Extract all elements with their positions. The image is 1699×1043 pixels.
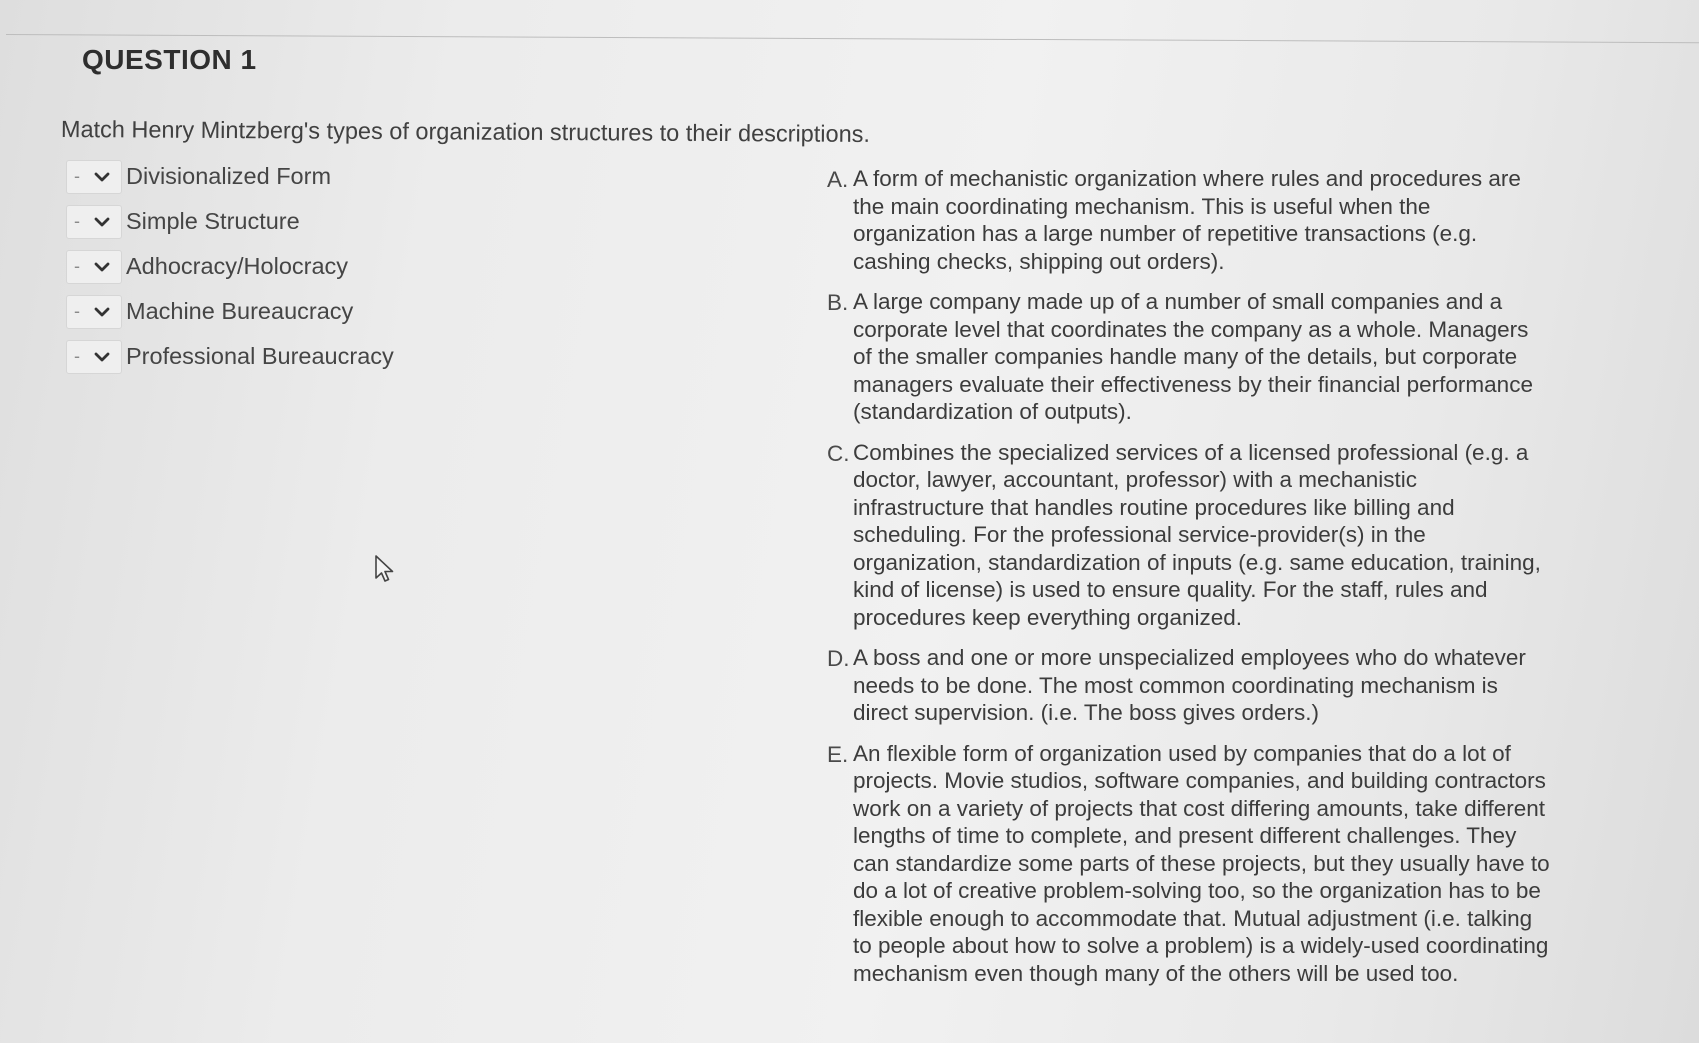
match-select[interactable] [66,160,122,194]
select-value: - [74,301,80,321]
description-letter: B. [827,290,849,315]
description-text: An flexible form of organization used by companies that do a lot of projects. Movie studios, software companies, and building contractors work on a variety of projects that cost differing amounts, take different lengths of time to complete, and present different challenges. They can standardize some parts of these projects, but they usually have to do a lot of creative problem-solving too, so the organization has to be flexible enough to accommodate that. Mutual adjustment (i.e. talking to people about how to solve a problem) is a widely-used coordinating mechanism even though many of the others will be used too. [853,740,1550,986]
description-letter: C. [827,440,850,466]
match-row-machine-bureaucracy [66,289,466,334]
match-label: Simple Structure [126,208,300,234]
match-list [66,154,466,379]
description-text: Combines the specialized services of a licensed professional (e.g. a doctor, lawyer, accountant, professor) with a mechanistic infrastructure that handles routine procedures like billing and scheduling. For the professional service-provider(s) in the organization, standardization of inputs (e.g. same education, training, kind of license) is used to ensure quality. For the staff, rules and procedures keep everything organized. [853,439,1541,630]
description-item [827,740,1557,988]
chevron-down-icon [92,257,112,277]
select-value: - [74,256,80,276]
description-letter: D. [827,646,850,671]
description-item [827,165,1557,275]
chevron-down-icon [92,302,112,322]
question-title: QUESTION 1 [82,44,257,75]
match-select[interactable] [66,295,122,329]
chevron-down-icon [92,212,112,232]
description-text: A form of mechanistic organization where rules and procedures are the main coordinating mechanism. This is useful when the organization has a large number of repetitive transactions (e.g. cashing checks, shipping out orders). [853,166,1521,274]
match-label: Divisionalized Form [126,163,332,189]
description-list [827,165,1557,1000]
match-label: Machine Bureaucracy [126,298,354,324]
description-item [827,288,1557,426]
mouse-pointer-icon [374,554,396,584]
select-value: - [74,346,80,366]
match-row-adhocracy [66,244,466,289]
select-value: - [74,166,80,186]
match-label: Adhocracy/Holocracy [126,253,349,279]
question-prompt: Match Henry Mintzberg's types of organization structures to their descriptions. [60,116,871,147]
description-letter: E. [827,741,849,767]
description-item [827,644,1557,727]
match-row-professional-bureaucracy [66,334,466,379]
match-row-divisionalized-form [66,154,466,199]
description-letter: A. [827,167,849,192]
match-select[interactable] [66,340,122,374]
select-value: - [74,211,80,231]
match-select[interactable] [66,205,122,239]
chevron-down-icon [92,167,112,187]
match-select[interactable] [66,250,122,284]
match-label: Professional Bureaucracy [126,343,394,369]
description-text: A large company made up of a number of small companies and a corporate level that coordinates the company as a whole. Managers of the smaller companies handle many of the details, but corporate managers evaluate their effectiveness by their financial performance (standardization of outputs). [853,289,1533,424]
match-row-simple-structure [66,199,466,244]
chevron-down-icon [92,347,112,367]
description-text: A boss and one or more unspecialized employees who do whatever needs to be done. The most common coordinating mechanism is direct supervision. (i.e. The boss gives orders.) [853,645,1526,725]
description-item [827,439,1557,632]
top-divider [6,34,1699,43]
